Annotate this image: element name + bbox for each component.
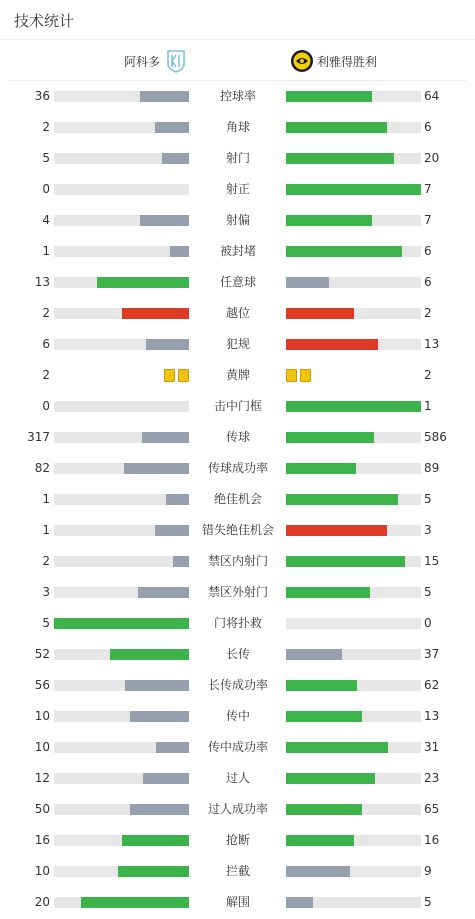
home-value: 20 <box>34 895 50 909</box>
away-value: 5 <box>424 895 432 909</box>
home-value: 1 <box>42 244 50 258</box>
away-bar-track <box>286 680 421 691</box>
away-bar-track <box>286 277 421 288</box>
stat-row <box>0 236 475 267</box>
home-value: 36 <box>34 89 50 103</box>
home-bar-track <box>54 277 189 288</box>
stat-label: 禁区内射门 <box>207 554 268 568</box>
stat-label: 越位 <box>225 306 250 320</box>
home-bar-track <box>54 401 189 412</box>
stat-row <box>0 856 475 887</box>
stat-label: 角球 <box>225 120 250 134</box>
home-bar-fill <box>142 432 189 443</box>
away-team-name: 利雅得胜利 <box>317 54 378 69</box>
stat-row <box>0 112 475 143</box>
away-value: 37 <box>424 647 440 661</box>
away-bar-fill <box>286 432 374 443</box>
home-value: 10 <box>34 709 50 723</box>
home-bar-fill <box>170 246 189 257</box>
away-bar-fill <box>286 587 370 598</box>
away-bar-track <box>286 339 421 350</box>
home-bar-fill <box>130 804 189 815</box>
away-value: 31 <box>424 740 440 754</box>
stat-row <box>0 670 475 701</box>
away-bar-track <box>286 308 421 319</box>
stat-row <box>0 143 475 174</box>
away-bar-track <box>286 897 421 908</box>
home-value: 82 <box>34 461 50 475</box>
home-value: 2 <box>42 306 50 320</box>
alkhaleej-logo-icon <box>165 49 187 73</box>
home-bar-fill <box>143 773 189 784</box>
away-bar-fill <box>286 339 378 350</box>
home-team-name: 阿科多 <box>124 54 161 69</box>
away-bar-fill <box>286 91 372 102</box>
stat-label: 门将扑救 <box>213 616 262 630</box>
home-bar-fill <box>155 525 189 536</box>
teams-header <box>8 41 466 81</box>
stat-label: 传中成功率 <box>207 740 268 754</box>
home-bar-fill <box>138 587 189 598</box>
home-bar-track <box>54 432 189 443</box>
yellow-card-icon <box>286 369 297 382</box>
stat-row <box>0 453 475 484</box>
stat-row <box>0 825 475 856</box>
away-value: 5 <box>424 492 432 506</box>
stat-label: 击中门框 <box>213 399 262 413</box>
home-value: 56 <box>34 678 50 692</box>
stat-label: 禁区外射门 <box>207 585 268 599</box>
away-bar-fill <box>286 773 375 784</box>
stat-label: 黄牌 <box>225 368 250 382</box>
home-value: 13 <box>34 275 50 289</box>
home-value: 52 <box>34 647 50 661</box>
home-bar-track <box>54 711 189 722</box>
home-bar-fill <box>97 277 189 288</box>
away-value: 2 <box>424 368 432 382</box>
home-bar-track <box>54 463 189 474</box>
home-value: 0 <box>42 399 50 413</box>
home-bar-fill <box>166 494 189 505</box>
stat-label: 射门 <box>225 151 250 165</box>
away-value: 16 <box>424 833 440 847</box>
away-bar-fill <box>286 122 387 133</box>
stat-row <box>0 577 475 608</box>
home-bar-fill <box>122 835 190 846</box>
away-bar-track <box>286 835 421 846</box>
home-bar-fill <box>140 91 189 102</box>
stat-label: 拦截 <box>225 864 250 878</box>
away-value: 7 <box>424 213 432 227</box>
home-bar-track <box>54 122 189 133</box>
home-value: 10 <box>34 864 50 878</box>
away-bar-fill <box>286 401 421 412</box>
home-bar-track <box>54 246 189 257</box>
stat-row <box>0 205 475 236</box>
away-value: 7 <box>424 182 432 196</box>
home-bar-fill <box>146 339 189 350</box>
away-bar-fill <box>286 308 354 319</box>
home-bar-track <box>54 184 189 195</box>
away-value: 20 <box>424 151 440 165</box>
stat-label: 被封堵 <box>219 244 256 258</box>
stat-row <box>0 391 475 422</box>
home-bar-fill <box>140 215 189 226</box>
home-value: 3 <box>42 585 50 599</box>
home-bar-track <box>54 773 189 784</box>
home-bar-track <box>54 618 189 629</box>
home-bar-fill <box>81 897 189 908</box>
stat-row <box>0 732 475 763</box>
away-value: 23 <box>424 771 440 785</box>
away-value: 13 <box>424 709 440 723</box>
stat-label: 控球率 <box>219 89 256 103</box>
away-bar-fill <box>286 804 362 815</box>
home-value: 10 <box>34 740 50 754</box>
away-bar-fill <box>286 866 350 877</box>
home-bar-fill <box>122 308 190 319</box>
away-bar-track <box>286 184 421 195</box>
away-value: 3 <box>424 523 432 537</box>
stat-label: 射偏 <box>225 213 250 227</box>
away-bar-fill <box>286 649 342 660</box>
home-value: 50 <box>34 802 50 816</box>
stat-label: 过人成功率 <box>207 802 268 816</box>
home-bar-track <box>54 494 189 505</box>
stat-label: 长传成功率 <box>207 678 268 692</box>
home-bar-track <box>54 587 189 598</box>
away-bar-fill <box>286 897 313 908</box>
away-bar-fill <box>286 277 329 288</box>
away-yellow-cards <box>286 369 311 382</box>
stat-row <box>0 794 475 825</box>
away-bar-fill <box>286 742 388 753</box>
away-bar-track <box>286 804 421 815</box>
home-value: 2 <box>42 554 50 568</box>
stat-label: 传球 <box>225 430 250 444</box>
home-bar-track <box>54 308 189 319</box>
home-bar-track <box>54 680 189 691</box>
yellow-card-icon <box>164 369 175 382</box>
away-bar-track <box>286 401 421 412</box>
home-bar-fill <box>156 742 189 753</box>
away-team[interactable] <box>290 49 377 73</box>
home-bar-track <box>54 215 189 226</box>
home-bar-track <box>54 339 189 350</box>
home-bar-fill <box>110 649 189 660</box>
away-bar-fill <box>286 153 394 164</box>
home-value: 1 <box>42 523 50 537</box>
home-bar-track <box>54 91 189 102</box>
away-bar-fill <box>286 556 405 567</box>
away-bar-fill <box>286 680 357 691</box>
home-bar-fill <box>125 680 189 691</box>
away-value: 6 <box>424 275 432 289</box>
away-value: 13 <box>424 337 440 351</box>
stat-label: 绝佳机会 <box>213 492 262 506</box>
stat-label: 过人 <box>225 771 250 785</box>
home-bar-track <box>54 742 189 753</box>
page-title: 技术统计 <box>14 12 75 30</box>
stat-row <box>0 639 475 670</box>
home-bar-track <box>54 525 189 536</box>
home-value: 12 <box>34 771 50 785</box>
home-value: 0 <box>42 182 50 196</box>
stat-row <box>0 701 475 732</box>
away-value: 65 <box>424 802 440 816</box>
away-value: 6 <box>424 120 432 134</box>
away-bar-fill <box>286 711 362 722</box>
home-value: 317 <box>27 430 50 444</box>
home-bar-track <box>54 649 189 660</box>
away-bar-track <box>286 153 421 164</box>
stat-label: 传中 <box>225 709 250 723</box>
away-value: 0 <box>424 616 432 630</box>
alnassr-logo-icon <box>290 49 314 73</box>
away-bar-track <box>286 432 421 443</box>
away-value: 62 <box>424 678 440 692</box>
stat-label: 犯规 <box>225 337 250 351</box>
stat-row <box>0 422 475 453</box>
away-bar-track <box>286 773 421 784</box>
away-value: 6 <box>424 244 432 258</box>
away-bar-fill <box>286 184 421 195</box>
stat-row <box>0 887 475 918</box>
home-bar-fill <box>124 463 189 474</box>
away-value: 5 <box>424 585 432 599</box>
home-bar-track <box>54 866 189 877</box>
stat-row <box>0 174 475 205</box>
stat-row <box>0 546 475 577</box>
home-bar-fill <box>173 556 189 567</box>
stat-label: 解围 <box>225 895 250 909</box>
home-bar-track <box>54 153 189 164</box>
away-bar-track <box>286 649 421 660</box>
home-value: 5 <box>42 151 50 165</box>
home-yellow-cards <box>164 369 189 382</box>
stat-row <box>0 267 475 298</box>
stat-row <box>0 360 475 391</box>
stat-label: 传球成功率 <box>207 461 268 475</box>
home-value: 1 <box>42 492 50 506</box>
away-bar-track <box>286 91 421 102</box>
home-bar-fill <box>54 618 189 629</box>
header-bar <box>0 0 475 40</box>
yellow-card-icon <box>178 369 189 382</box>
stat-row <box>0 329 475 360</box>
stat-label: 射正 <box>225 182 250 196</box>
away-value: 1 <box>424 399 432 413</box>
stat-row <box>0 763 475 794</box>
away-bar-fill <box>286 525 387 536</box>
away-bar-track <box>286 494 421 505</box>
stats-list <box>0 81 475 918</box>
stat-row <box>0 81 475 112</box>
home-team[interactable] <box>124 49 187 73</box>
away-value: 586 <box>424 430 447 444</box>
away-value: 64 <box>424 89 440 103</box>
home-bar-track <box>54 897 189 908</box>
stat-row <box>0 608 475 639</box>
away-bar-track <box>286 742 421 753</box>
away-bar-fill <box>286 494 398 505</box>
away-value: 2 <box>424 306 432 320</box>
home-bar-fill <box>162 153 189 164</box>
away-bar-track <box>286 122 421 133</box>
away-value: 9 <box>424 864 432 878</box>
away-bar-track <box>286 866 421 877</box>
stat-row <box>0 298 475 329</box>
stat-label: 抢断 <box>225 833 250 847</box>
stat-row <box>0 515 475 546</box>
home-bar-fill <box>118 866 189 877</box>
away-bar-track <box>286 215 421 226</box>
away-bar-track <box>286 587 421 598</box>
away-bar-fill <box>286 463 356 474</box>
away-value: 15 <box>424 554 440 568</box>
home-value: 6 <box>42 337 50 351</box>
away-bar-fill <box>286 835 354 846</box>
home-value: 4 <box>42 213 50 227</box>
away-bar-fill <box>286 246 402 257</box>
stat-label: 长传 <box>225 647 250 661</box>
home-value: 5 <box>42 616 50 630</box>
stat-row <box>0 484 475 515</box>
home-bar-fill <box>155 122 189 133</box>
home-bar-track <box>54 804 189 815</box>
away-bar-track <box>286 246 421 257</box>
away-value: 89 <box>424 461 440 475</box>
home-value: 2 <box>42 368 50 382</box>
stat-label: 任意球 <box>219 275 256 289</box>
home-value: 16 <box>34 833 50 847</box>
home-bar-track <box>54 835 189 846</box>
home-value: 2 <box>42 120 50 134</box>
away-bar-track <box>286 556 421 567</box>
away-bar-track <box>286 618 421 629</box>
home-bar-track <box>54 556 189 567</box>
away-bar-track <box>286 463 421 474</box>
home-bar-fill <box>130 711 189 722</box>
away-bar-track <box>286 525 421 536</box>
stat-label: 错失绝佳机会 <box>201 523 274 537</box>
yellow-card-icon <box>300 369 311 382</box>
away-bar-track <box>286 711 421 722</box>
away-bar-fill <box>286 215 372 226</box>
